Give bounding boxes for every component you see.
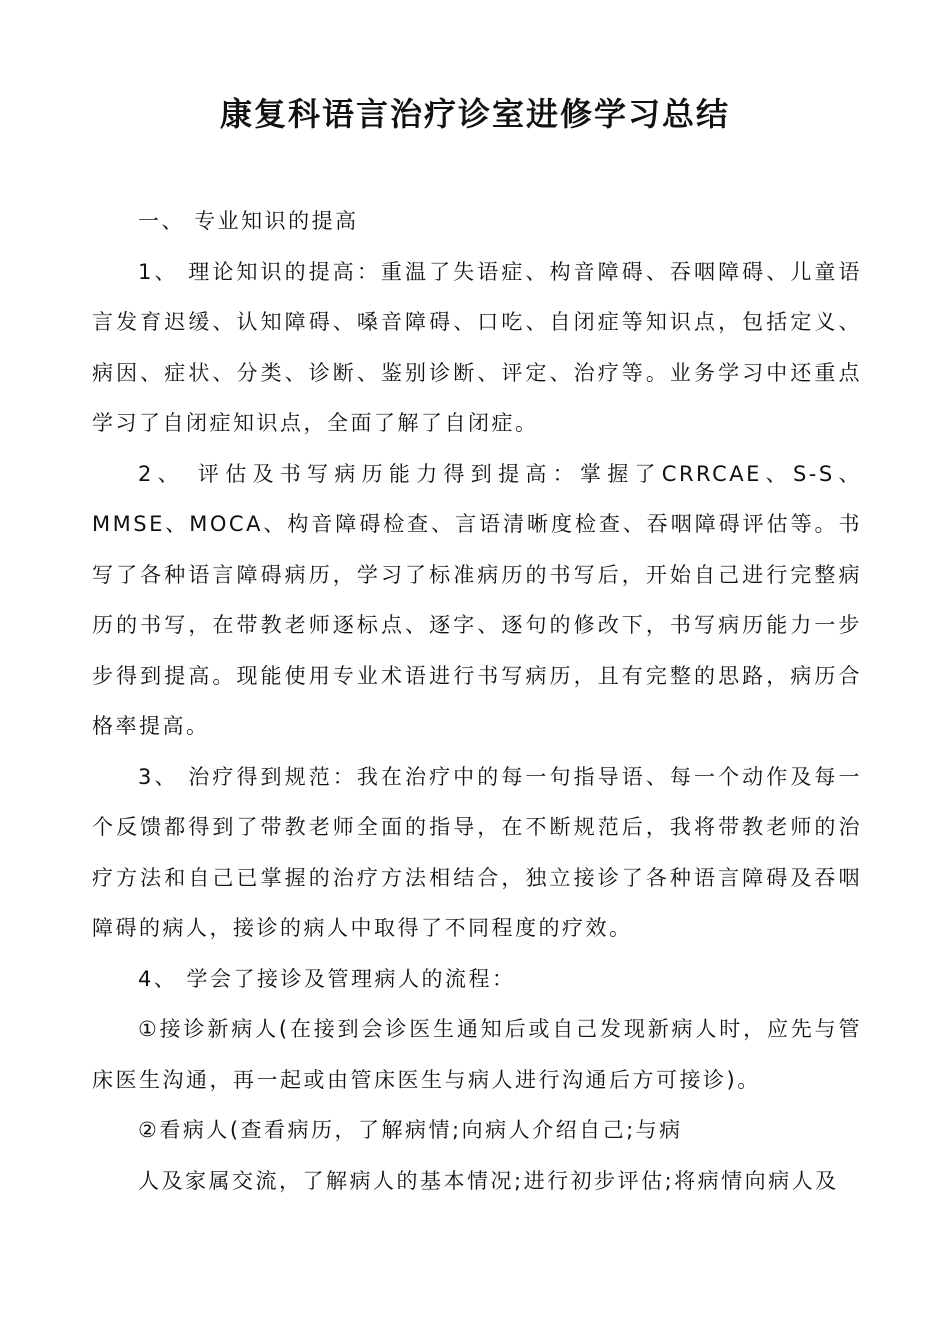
paragraph-workflow-heading: 4、 学会了接诊及管理病人的流程： bbox=[138, 966, 516, 991]
document-body bbox=[92, 196, 862, 1206]
paragraph-assessment: 2、 评估及书写病历能力得到提高：掌握了CRRCAE、S-S、MMSE、MOCA、构音障碍检查、言语清晰度检查、吞咽障碍评估等。书写了各种语言障碍病历，学习了标准病历的书写后，开始自己进行完整病历的书写，在带教老师逐标点、逐字、逐句的修改下，书写病历能力一步步得到提高。现能使用专业术语进行书写病历，且有完整的思路，病历合格率提高。 bbox=[92, 461, 862, 738]
document-title: 康复科语言治疗诊室进修学习总结 bbox=[219, 95, 730, 133]
paragraph-step-2: ②看病人(查看病历，了解病情;向病人介绍自己;与病 bbox=[138, 1118, 683, 1142]
paragraph-step-2-continued: 人及家属交流，了解病人的基本情况;进行初步评估;将病情向病人及 bbox=[138, 1168, 839, 1193]
paragraph-treatment: 3、 治疗得到规范：我在治疗中的每一句指导语、每一个动作及每一个反馈都得到了带教老师全面的指导，在不断规范后，我将带教老师的治疗方法和自己已掌握的治疗方法相结合，独立接诊了各种语言障碍及吞咽障碍的病人，接诊的病人中取得了不同程度的疗效。 bbox=[92, 764, 862, 940]
paragraph-step-1: ①接诊新病人(在接到会诊医生通知后或自己发现新病人时，应先与管床医生沟通，再一起或由管床医生与病人进行沟通后方可接诊)。 bbox=[92, 1017, 862, 1092]
section-heading: 一、 专业知识的提高 bbox=[138, 209, 359, 233]
paragraph-theory: 1、 理论知识的提高：重温了失语症、构音障碍、吞咽障碍、儿童语言发育迟缓、认知障碍、嗓音障碍、口吃、自闭症等知识点，包括定义、病因、症状、分类、诊断、鉴别诊断、评定、治疗等。业务学习中还重点学习了自闭症知识点，全面了解了自闭症。 bbox=[92, 259, 862, 435]
